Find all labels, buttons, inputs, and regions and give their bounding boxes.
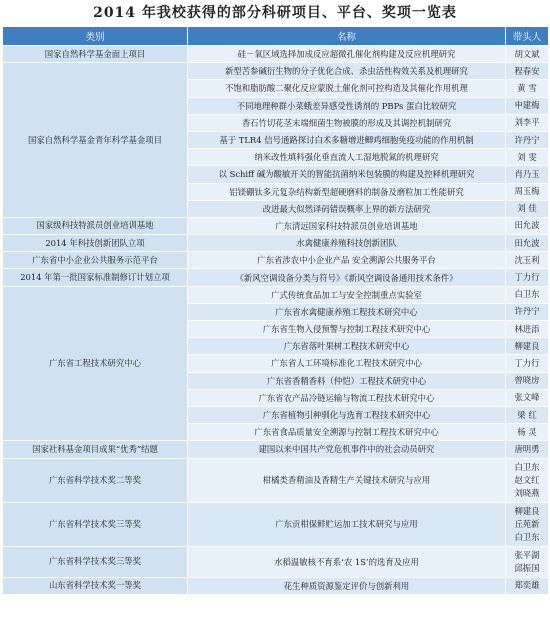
table-row (3, 502, 549, 546)
category-cell: 广东省科学技术奖三等奖 (3, 502, 188, 546)
leader-cell: 唐明勇 (506, 441, 549, 458)
table-row (3, 577, 549, 594)
name-cell: 香石竹切花茎末端细菌生物被膜的形成及其调控机制研究 (188, 114, 506, 131)
name-cell: 广东省香精香料（仲恺）工程技术研究中心 (188, 372, 506, 389)
leader-cell: 黄 雪 (506, 80, 549, 97)
name-cell: 硅－氧区域选择加成反应超微孔催化剂构建及反应机理研究 (188, 46, 506, 63)
leader-cell: 张文峰 (506, 389, 549, 406)
name-cell: 广东省食品质量安全溯源与控制工程技术研究中心 (188, 424, 506, 441)
table-row (3, 46, 549, 63)
header-leader: 带头人 (506, 27, 549, 46)
name-cell: 广东省落叶果树工程技术研究中心 (188, 338, 506, 355)
name-cell: 纳米改性填料强化垂直流人工湿地脱氮的机理研究 (188, 149, 506, 166)
table-row (3, 63, 549, 80)
leader-cell: 胡文斌 (506, 46, 549, 63)
leader-cell: 田允波 (506, 217, 549, 234)
name-cell: 《新风空调设备分类与符号》《新风空调设备通用技术条件》 (188, 269, 506, 286)
category-cell: 广东省科学技术奖三等奖 (3, 546, 188, 577)
category-cell: 国家自然科学基金面上项目 (3, 46, 188, 63)
leader-cell: 白卫东 赵文红 刘晓燕 (506, 458, 549, 502)
category-cell: 国家级科技特派员创业培训基地 (3, 217, 188, 234)
leader-cell: 丁力行 (506, 269, 549, 286)
leader-cell: 柳建良 丘苑新 白卫东 (506, 502, 549, 546)
table-row (3, 546, 549, 577)
leader-cell: 许丹宁 (506, 303, 549, 320)
category-cell: 国家自然科学基金青年科学基金项目 (3, 63, 188, 218)
leader-cell: 林进添 (506, 321, 549, 338)
leader-cell: 柳建良 (506, 338, 549, 355)
name-cell: 广东清远国家科技特派员创业培训基地 (188, 217, 506, 234)
category-cell: 国家社科基金项目成果“优秀”结题 (3, 441, 188, 458)
table-row (3, 458, 549, 502)
name-cell: 广东省生物入侵预警与控制工程技术研究中心 (188, 321, 506, 338)
header-category: 类别 (3, 27, 188, 46)
header-name: 名称 (188, 27, 506, 46)
category-cell: 广东省工程技术研究中心 (3, 286, 188, 441)
leader-cell: 刘 佳 (506, 200, 549, 217)
leader-cell: 田允波 (506, 235, 549, 252)
name-cell: 广东贡柑保鲜贮运加工技术研究与应用 (188, 502, 506, 546)
name-cell: 新型苦参碱衍生物的分子优化合成、杀虫活性构效关系及机理研究 (188, 63, 506, 80)
leader-cell: 许丹宁 (506, 131, 549, 148)
leader-cell: 丁力行 (506, 355, 549, 372)
name-cell: 水稻温敏核不育系‘农 1S’的选育及应用 (188, 546, 506, 577)
name-cell: 水禽健康养殖科技创新团队 (188, 235, 506, 252)
name-cell: 铝镁硼钛多元复杂结构新型超硬磨料的制备及磨粒加工性能研究 (188, 183, 506, 200)
leader-cell: 程春安 (506, 63, 549, 80)
leader-cell: 肖乃玉 (506, 166, 549, 183)
name-cell: 不饱和脂肪酸二聚化反应蒙脱土催化剂可控构造及其催化作用机理 (188, 80, 506, 97)
leader-cell: 白卫东 (506, 286, 549, 303)
leader-cell: 刘李平 (506, 114, 549, 131)
name-cell: 花生种质资源鉴定评价与创新利用 (188, 577, 506, 594)
leader-cell: 郑奕雄 (506, 577, 549, 594)
name-cell: 改进最大似然译码错误概率上界的新方法研究 (188, 200, 506, 217)
name-cell: 不同地理种群小菜蛾差异感受性诱剂的 PBPs 蛋白比较研究 (188, 97, 506, 114)
project-table (2, 26, 549, 595)
name-cell: 广东省涉农中小企业产品 安全溯源公共服务平台 (188, 252, 506, 269)
leader-cell: 梁 红 (506, 406, 549, 423)
name-cell: 基于 TLR4 信号通路探讨白术多糖增进鲫鸡细胞免疫功能的作用机制 (188, 131, 506, 148)
table-row (3, 286, 549, 303)
leader-cell: 沈玉利 (506, 252, 549, 269)
name-cell: 柑橘类香精油及香精生产关键技术研究与应用 (188, 458, 506, 502)
table-row (3, 217, 549, 234)
page-title: 2014 年我校获得的部分科研项目、平台、奖项一览表 (93, 5, 457, 21)
table-row (3, 235, 549, 252)
name-cell: 广东省植物引种驯化与选育工程技术研究中心 (188, 406, 506, 423)
name-cell: 广东省农产品冷链运输与物流工程技术研究中心 (188, 389, 506, 406)
leader-cell: 周玉梅 (506, 183, 549, 200)
name-cell: 广东省水禽健康养殖工程技术研究中心 (188, 303, 506, 320)
leader-cell: 张平湖 邱振国 (506, 546, 549, 577)
table-row (3, 441, 549, 458)
category-cell: 2014 年科技创新团队立项 (3, 235, 188, 252)
category-cell: 广东省中小企业公共服务示范平台 (3, 252, 188, 269)
table-row (3, 252, 549, 269)
name-cell: 广式传统食品加工与安全控制重点实验室 (188, 286, 506, 303)
category-cell: 2014 年第一批国家标准制修订计划立项 (3, 269, 188, 286)
name-cell: 以 Schiff 碱为酸敏开关的智能抗菌纳米包装膜的构建及控释机理研究 (188, 166, 506, 183)
table-header (3, 27, 549, 46)
table-row (3, 269, 549, 286)
category-cell: 山东省科学技术奖一等奖 (3, 577, 188, 594)
name-cell: 广东省人工环境标准化工程技术研究中心 (188, 355, 506, 372)
name-cell: 建国以来中国共产党危机事件中的社会动员研究 (188, 441, 506, 458)
category-cell: 广东省科学技术奖二等奖 (3, 458, 188, 502)
leader-cell: 杨 灵 (506, 424, 549, 441)
leader-cell: 刘 雯 (506, 149, 549, 166)
leader-cell: 曾晓房 (506, 372, 549, 389)
leader-cell: 申建梅 (506, 97, 549, 114)
